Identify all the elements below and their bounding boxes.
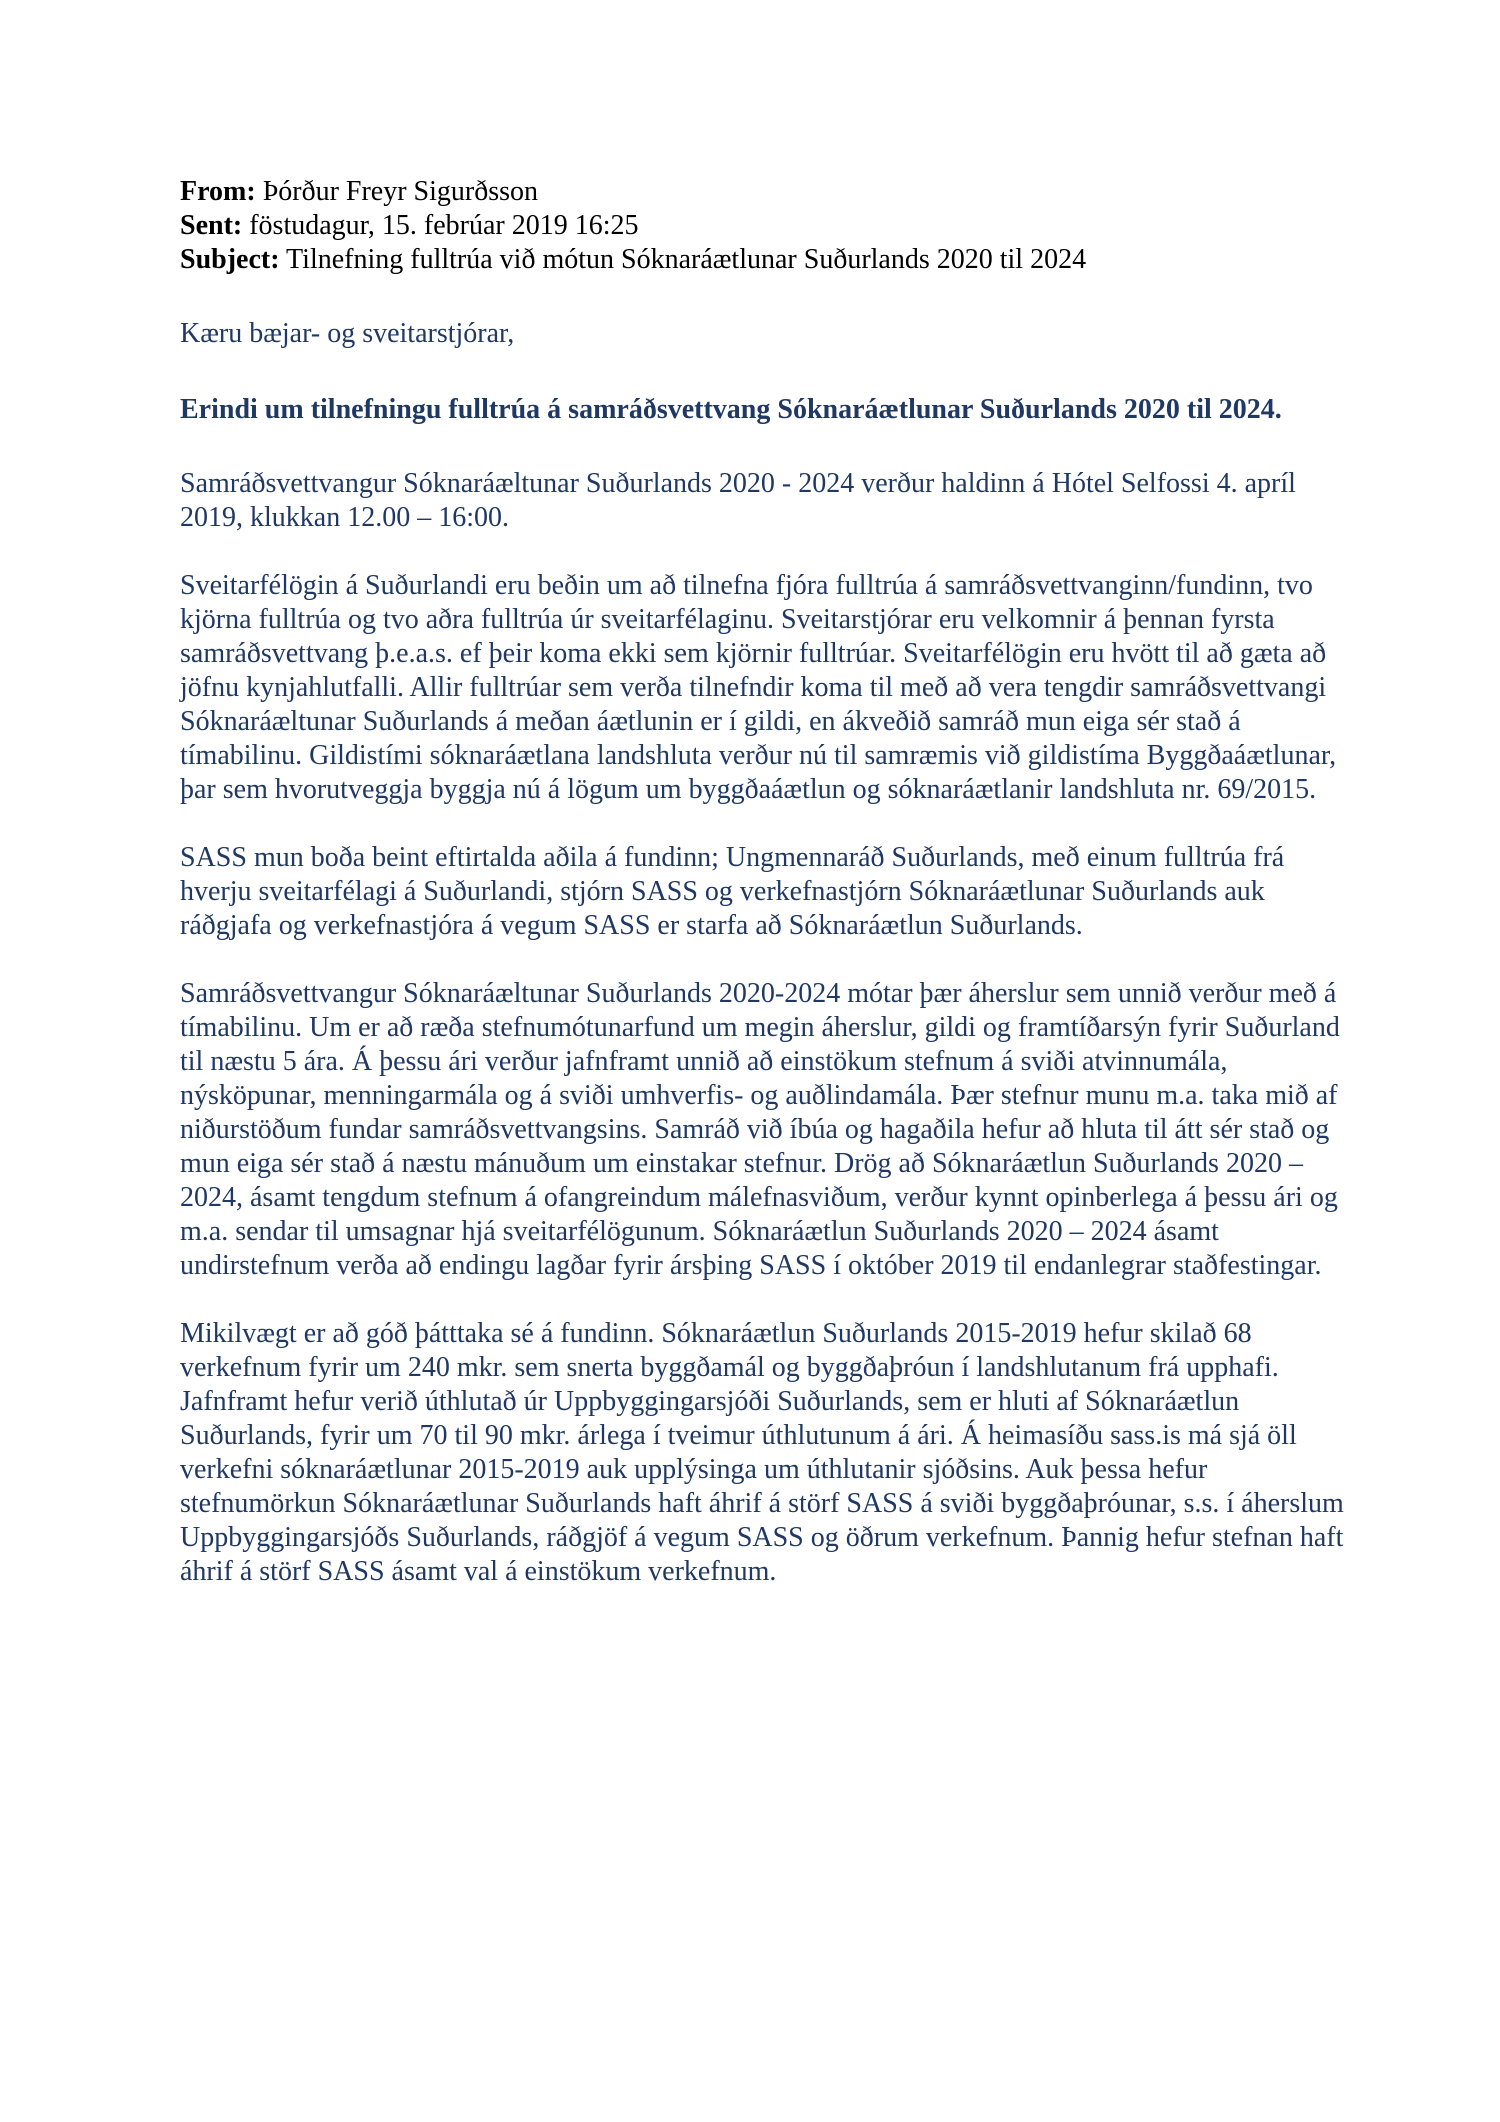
sent-value: föstudagur, 15. febrúar 2019 16:25 [249,210,639,241]
letter-heading: Erindi um tilnefningu fulltrúa á samráðsvettvang Sóknaráætlunar Suðurlands 2020 til 2024. [180,394,1282,425]
from-line [180,175,1350,209]
paragraph-invitees: SASS mun boða beint eftirtalda aðila á fundinn; Ungmennaráð Suðurlands, með einum fulltrúa frá hverju sveitarfélagi á Suðurlandi, stjórn SASS og verkefnastjórn Sóknaráætlunar Suðurlands auk ráðgjafa og verkefnastjóra á vegum SASS er starfa að Sóknaráætlun Suðurlands. [180,842,1285,941]
from-value: Þórður Freyr Sigurðsson [262,176,539,207]
paragraph-meeting: Samráðsvettvangur Sóknaráæltunar Suðurlands 2020 - 2024 verður haldinn á Hótel Selfossi 4. apríl 2019, klukkan 12.00 – 16:00. [180,468,1296,533]
paragraph-policy: Samráðsvettvangur Sóknaráæltunar Suðurlands 2020-2024 mótar þær áherslur sem unnið verður með á tímabilinu. Um er að ræða stefnumótunarfund um megin áherslur, gildi og framtíðarsýn fyrir Suðurland til næstu 5 ára. Á þessu ári verður jafnframt unnið að einstökum stefnum á sviði atvinnumála, nýsköpunar, menningarmála og á sviði umhverfis- og auðlindamála. Þær stefnur munu m.a. taka mið af niðurstöðum fundar samráðsvettvangsins. Samráð við íbúa og hagaðila hefur að hluta til átt sér stað og mun eiga sér stað á næstu mánuðum um einstakar stefnur. Drög að Sóknaráætlun Suðurlands 2020 – 2024, ásamt tengdum stefnum á ofangreindum málefnasviðum, verður kynnt opinberlega á þessu ári og m.a. sendar til umsagnar hjá sveitarfélögunum. Sóknaráætlun Suðurlands 2020 – 2024 ásamt undirstefnum verða að endingu lagðar fyrir ársþing SASS í október 2019 til endanlegrar staðfestingar. [180,978,1340,1281]
paragraph-participation: Mikilvægt er að góð þátttaka sé á fundinn. Sóknaráætlun Suðurlands 2015-2019 hefur skilað 68 verkefnum fyrir um 240 mkr. sem snerta byggðamál og byggðaþróun í landshlutanum frá upphafi. Jafnframt hefur verið úthlutað úr Uppbyggingarsjóði Suðurlands, sem er hluti af Sóknaráætlun Suðurlands, fyrir um 70 til 90 mkr. árlega í tveimur úthlutunum á ári. Á heimasíðu sass.is má sjá öll verkefni sóknaráætlunar 2015-2019 auk upplýsinga um úthlutanir sjóðsins. Auk þessa hefur stefnumörkun Sóknaráætlunar Suðurlands haft áhrif á störf SASS á sviði byggðaþróunar, s.s. í áherslum Uppbyggingarsjóðs Suðurlands, ráðgjöf á vegum SASS og öðrum verkefnum. Þannig hefur stefnan haft áhrif á störf SASS ásamt val á einstökum verkefnum. [180,1318,1344,1587]
subject-line [180,243,1350,277]
greeting: Kæru bæjar- og sveitarstjórar, [180,318,515,349]
from-label: From: [180,176,256,207]
sent-label: Sent: [180,210,243,241]
email-document [180,175,1350,1623]
paragraph-nominations: Sveitarfélögin á Suðurlandi eru beðin um að tilnefna fjóra fulltrúa á samráðsvettvanginn/fundinn, tvo kjörna fulltrúa og tvo aðra fulltrúa úr sveitarfélaginu. Sveitarstjórar eru velkomnir á þennan fyrsta samráðsvettvang þ.e.a.s. ef þeir koma ekki sem kjörnir fulltrúar. Sveitarfélögin eru hvött til að gæta að jöfnu kynjahlutfalli. Allir fulltrúar sem verða tilnefndir koma til með að vera tengdir samráðsvettvangi Sóknaráæltunar Suðurlands á meðan áætlunin er í gildi, en ákveðið samráð mun eiga sér stað á tímabilinu. Gildistími sóknaráætlana landshluta verður nú til samræmis við gildistíma Byggðaáætlunar, þar sem hvorutveggja byggja nú á lögum um byggðaáætlun og sóknaráætlanir landshluta nr. 69/2015. [180,570,1337,805]
subject-value: Tilnefning fulltrúa við mótun Sóknaráætlunar Suðurlands 2020 til 2024 [286,244,1087,275]
email-header [180,175,1350,277]
subject-label: Subject: [180,244,280,275]
sent-line [180,209,1350,243]
